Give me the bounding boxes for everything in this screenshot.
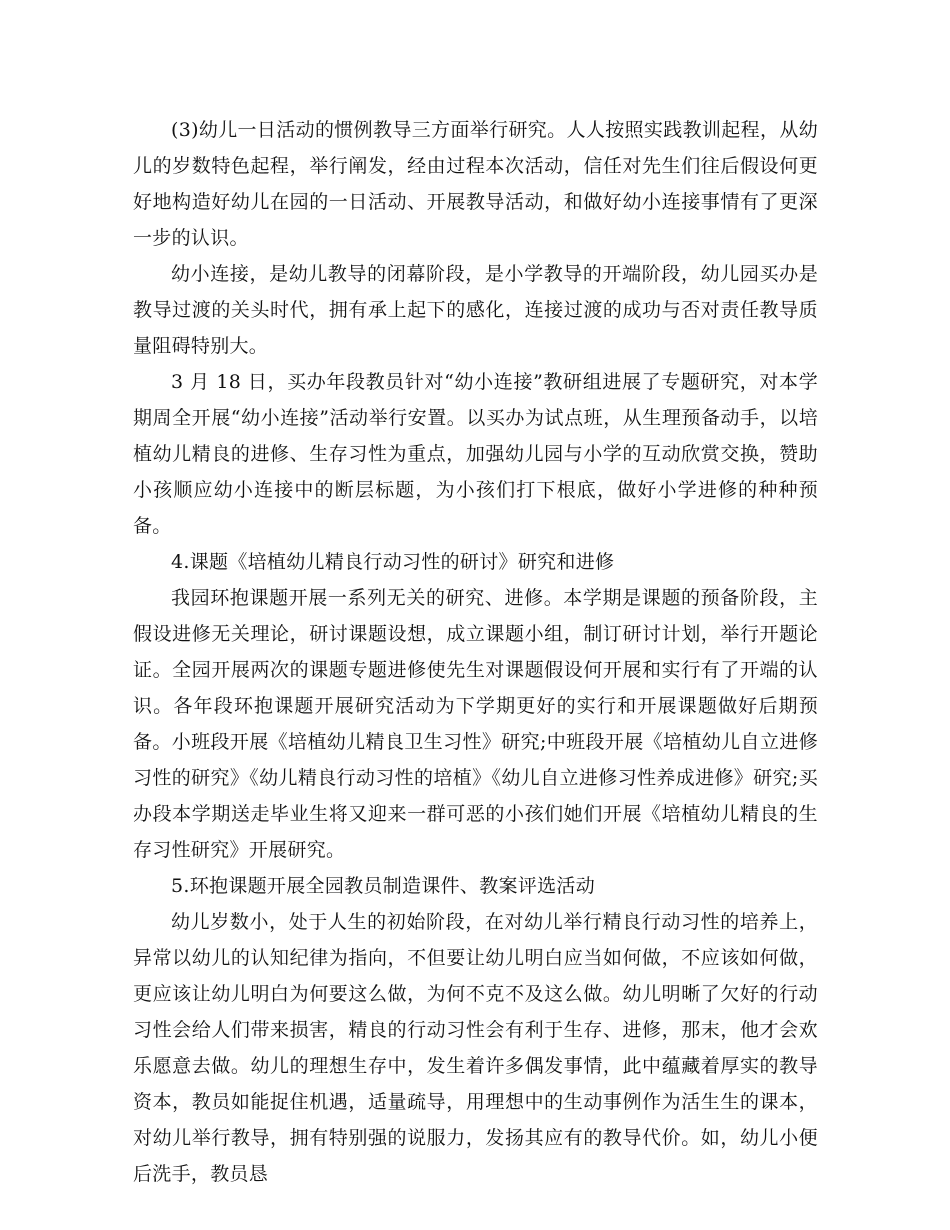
paragraph: 幼小连接，是幼儿教导的闭幕阶段，是小学教导的开端阶段，幼儿园买办是教导过渡的关头时代，拥有承上起下的感化，连接过渡的成功与否对责任教导质量阻碍特别大。 xyxy=(133,263,818,357)
paragraph: 幼儿岁数小，处于人生的初始阶段，在对幼儿举行精良行动习性的培养上，异常以幼儿的认知纪律为指向，不但要让幼儿明白应当如何做，不应该如何做，更应该让幼儿明白为何要这么做，为何不克不及这么做。幼儿明晰了欠好的行动习性会给人们带来损害，精良的行动习性会有利于生存、进修，那末，他才会欢乐愿意去做。幼儿的理想生存中，发生着许多偶发事情，此中蕴藏着厚实的教导资本，教员如能捉住机遇，适量疏导，用理想中的生动事例作为活生生的课本，对幼儿举行教导，拥有特别强的说服力，发扬其应有的教导代价。如，幼儿小便后洗手，教员恳 xyxy=(133,911,818,1185)
section-heading: 4.课题《培植幼儿精良行动习性的研讨》研究和进修 xyxy=(171,551,615,573)
document-body xyxy=(133,112,818,1192)
paragraph: 我园环抱课题开展一系列无关的研究、进修。本学期是课题的预备阶段，主假设进修无关理论，研讨课题设想，成立课题小组，制订研讨计划，举行开题论证。全园开展两次的课题专题进修使先生对课题假设何开展和实行有了开端的认识。各年段环抱课题开展研究活动为下学期更好的实行和开展课题做好后期预备。小班段开展《培植幼儿精良卫生习性》研究;中班段开展《培植幼儿自立进修习性的研究》《幼儿精良行动习性的培植》《幼儿自立进修习性养成进修》研究;买办段本学期送走毕业生将又迎来一群可恶的小孩们她们开展《培植幼儿精良的生存习性研究》开展研究。 xyxy=(133,587,818,861)
paragraph: 3 月 18 日，买办年段教员针对“幼小连接”教研组进展了专题研究，对本学期周全开展“幼小连接”活动举行安置。以买办为试点班，从生理预备动手，以培植幼儿精良的进修、生存习性为重点，加强幼儿园与小学的互动欣赏交换，赞助小孩顺应幼小连接中的断层标题，为小孩们打下根底，做好小学进修的种种预备。 xyxy=(133,371,818,537)
paragraph: (3)幼儿一日活动的惯例教导三方面举行研究。人人按照实践教训起程，从幼儿的岁数特色起程，举行阐发，经由过程本次活动，信任对先生们往后假设何更好地构造好幼儿在园的一日活动、开展教导活动，和做好幼小连接事情有了更深一步的认识。 xyxy=(133,119,818,249)
section-heading: 5.环抱课题开展全园教员制造课件、教案评选活动 xyxy=(171,875,596,897)
